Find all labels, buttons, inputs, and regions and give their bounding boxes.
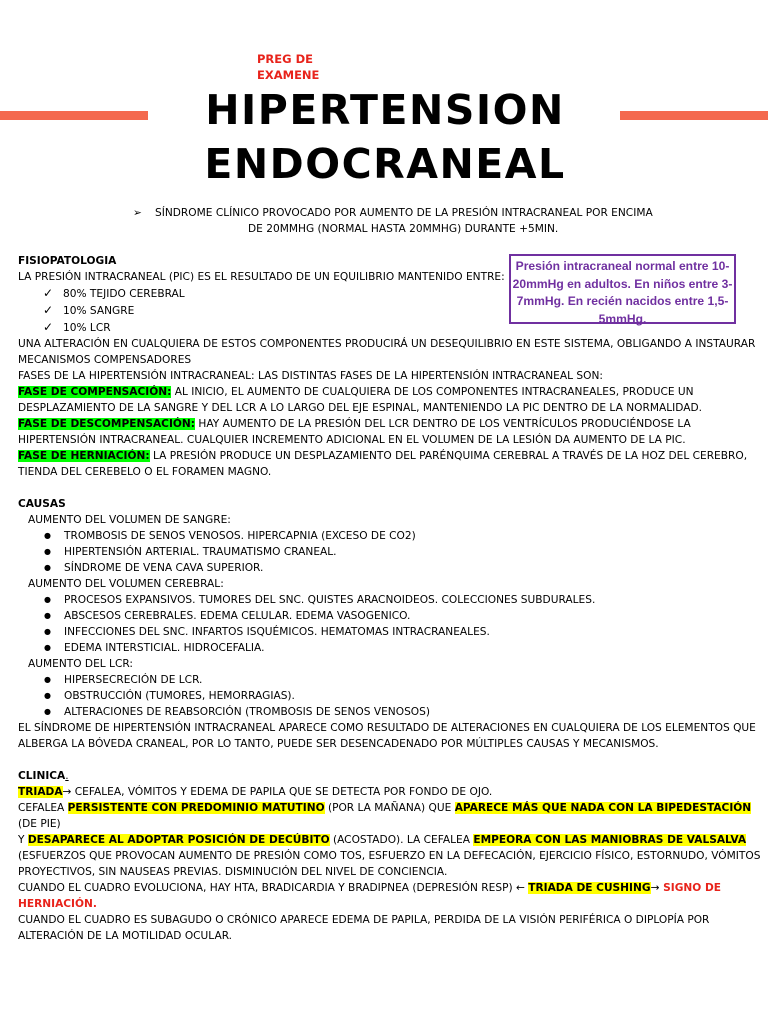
- phase-compensacion: FASE DE COMPENSACIÓN: AL INICIO, EL AUMENTO DE CUALQUIERA DE LOS COMPONENTES INTRACRANEALES, PRODUCE UN DESPLAZAMIENTO DE LA SANGRE Y DEL LCR A LO LARGO DEL EJE ESPINAL, MANTENIENDO LA PIC DENTRO DE LA NORMALIDAD.: [18, 386, 702, 414]
- accent-bar-left: [0, 111, 148, 120]
- component-item: ✓ 80% TEJIDO CEREBRAL: [43, 286, 185, 300]
- phase-herniacion: FASE DE HERNIACIÓN: LA PRESIÓN PRODUCE UN DESPLAZAMIENTO DEL PARÉNQUIMA CEREBRAL A TRAVÉS DE LA HOZ DEL CEREBRO, TIENDA DEL CEREBELO O EL FORAMEN MAGNO.: [18, 450, 748, 478]
- arrow-right-icon: →: [650, 882, 660, 894]
- list-item: ● TROMBOSIS DE SENOS VENOSOS. HIPERCAPNIA (EXCESO DE CO2): [44, 530, 416, 542]
- checkmark-icon: ✓: [43, 286, 54, 300]
- intro-definition: [40, 205, 720, 237]
- phase-label: FASE DE HERNIACIÓN:: [18, 450, 150, 462]
- exam-label: PREG DE EXAMENE: [257, 52, 320, 82]
- heading-fisiopatologia: FISIOPATOLOGIA: [18, 255, 117, 267]
- list-item: ● SÍNDROME DE VENA CAVA SUPERIOR.: [44, 562, 264, 574]
- document-body: [18, 253, 763, 944]
- causas-lcr-title: AUMENTO DEL LCR:: [28, 658, 133, 670]
- list-item: ● HIPERSECRECIÓN DE LCR.: [44, 674, 203, 686]
- bullet-icon: ●: [44, 675, 51, 684]
- phase-label: FASE DE COMPENSACIÓN:: [18, 386, 172, 398]
- phase-descompensacion: FASE DE DESCOMPENSACIÓN: HAY AUMENTO DE LA PRESIÓN DEL LCR DENTRO DE LOS VENTRÍCULOS PRODUCIÉNDOSE LA HIPERTENSIÓN INTRACRANEAL. CUALQUIER INCREMENTO ADICIONAL EN EL VOLUMEN DE LA LESIÓN DA AUMENTO DE LA PIC.: [18, 418, 691, 446]
- clinica-cefalea-2: Y DESAPARECE AL ADOPTAR POSICIÓN DE DECÚBITO (ACOSTADO). LA CEFALEA EMPEORA CON LAS MANIOBRAS DE VALSALVA: [18, 834, 747, 846]
- fisio-lead: LA PRESIÓN INTRACRANEAL (PIC) ES EL RESULTADO DE UN EQUILIBRIO MANTENIDO ENTRE:: [18, 271, 505, 283]
- page-title-line1: HIPERTENSION: [205, 86, 565, 134]
- heading-causas: CAUSAS: [18, 498, 66, 510]
- component-item: ✓ 10% LCR: [43, 320, 111, 334]
- bullet-icon: ●: [44, 531, 51, 540]
- list-item: ● INFECCIONES DEL SNC. INFARTOS ISQUÉMICOS. HEMATOMAS INTRACRANEALES.: [44, 626, 490, 638]
- bullet-icon: ●: [44, 595, 51, 604]
- arrow-left-icon: ←: [515, 882, 525, 894]
- bullet-icon: ●: [44, 563, 51, 572]
- bullet-icon: ●: [44, 707, 51, 716]
- phase-label: FASE DE DESCOMPENSACIÓN:: [18, 418, 195, 430]
- fisio-alteration: UNA ALTERACIÓN EN CUALQUIERA DE ESTOS COMPONENTES PRODUCIRÁ UN DESEQUILIBRIO EN ESTE SISTEMA, OBLIGANDO A INSTAURAR MECANISMOS COMPENSADORES: [18, 338, 756, 366]
- causas-summary: EL SÍNDROME DE HIPERTENSIÓN INTRACRANEAL APARECE COMO RESULTADO DE ALTERACIONES EN CUALQUIERA DE LOS ELEMENTOS QUE ALBERGA LA BÓVEDA CRANEAL, POR LO TANTO, PUEDE SER DESENCADENADO POR MÚLTIPLES CAUSAS Y MECANISMOS.: [18, 722, 756, 750]
- arrow-bullet-icon: ➢: [133, 207, 142, 219]
- heading-clinica: CLINICA.: [18, 770, 69, 782]
- causas-sangre-title: AUMENTO DEL VOLUMEN DE SANGRE:: [28, 514, 231, 526]
- list-item: ● ABSCESOS CEREBRALES. EDEMA CELULAR. EDEMA VASOGENICO.: [44, 610, 411, 622]
- phases-intro: FASES DE LA HIPERTENSIÓN INTRACRANEAL: LAS DISTINTAS FASES DE LA HIPERTENSIÓN INTRACRANEAL SON:: [18, 370, 603, 382]
- list-item: ● ALTERACIONES DE REABSORCIÓN (TROMBOSIS DE SENOS VENOSOS): [44, 706, 430, 718]
- normal-pressure-note: Presión intracraneal normal entre 10-20mmHg en adultos. En niños entre 3-7mmHg. En recién nacidos entre 1,5-5mmHg.: [509, 254, 736, 324]
- bullet-icon: ●: [44, 643, 51, 652]
- clinica-cefalea-1: CEFALEA PERSISTENTE CON PREDOMINIO MATUTINO (POR LA MAÑANA) QUE APARECE MÁS QUE NADA CON LA BIPEDESTACIÓN (DE PIE): [18, 802, 752, 830]
- causas-cerebral-title: AUMENTO DEL VOLUMEN CEREBRAL:: [28, 578, 224, 590]
- checkmark-icon: ✓: [43, 303, 54, 317]
- list-item: ● PROCESOS EXPANSIVOS. TUMORES DEL SNC. QUISTES ARACNOIDEOS. COLECCIONES SUBDURALES.: [44, 594, 596, 606]
- intro-line1: SÍNDROME CLÍNICO PROVOCADO POR AUMENTO DE LA PRESIÓN INTRACRANEAL POR ENCIMA: [155, 207, 653, 219]
- clinica-triada: TRIADA→ CEFALEA, VÓMITOS Y EDEMA DE PAPILA QUE SE DETECTA POR FONDO DE OJO.: [18, 786, 493, 798]
- bullet-icon: ●: [44, 611, 51, 620]
- accent-bar-right: [620, 111, 768, 120]
- clinica-cushing: CUANDO EL CUADRO EVOLUCIONA, HAY HTA, BRADICARDIA Y BRADIPNEA (DEPRESIÓN RESP) ← TRIADA DE CUSHING→ SIGNO DE HERNIACIÓN.: [18, 882, 721, 910]
- clinica-subagudo: CUANDO EL CUADRO ES SUBAGUDO O CRÓNICO APARECE EDEMA DE PAPILA, PERDIDA DE LA VISIÓN PERIFÉRICA O DIPLOPÍA POR ALTERACIÓN DE LA MOTILIDAD OCULAR.: [18, 914, 710, 942]
- list-item: ● OBSTRUCCIÓN (TUMORES, HEMORRAGIAS).: [44, 690, 295, 702]
- list-item: ● HIPERTENSIÓN ARTERIAL. TRAUMATISMO CRANEAL.: [44, 546, 337, 558]
- bullet-icon: ●: [44, 691, 51, 700]
- page-title-line2: ENDOCRANEAL: [204, 140, 566, 188]
- clinica-esfuerzos: (ESFUERZOS QUE PROVOCAN AUMENTO DE PRESIÓN COMO TOS, ESFUERZO EN LA DEFECACIÓN, EJERCICIO FÍSICO, ESTORNUDO, VÓMITOS PROYECTIVOS, SIN NAUSEAS PREVIAS. DISMINUCIÓN DEL NIVEL DE CONCIENCIA.: [18, 850, 761, 878]
- component-item: ✓ 10% SANGRE: [43, 303, 135, 317]
- bullet-icon: ●: [44, 627, 51, 636]
- arrow-right-icon: →: [62, 786, 72, 798]
- list-item: ● EDEMA INTERSTICIAL. HIDROCEFALIA.: [44, 642, 265, 654]
- checkmark-icon: ✓: [43, 320, 54, 334]
- bullet-icon: ●: [44, 547, 51, 556]
- intro-line2: DE 20MMHG (NORMAL HASTA 20MMHG) DURANTE +5MIN.: [248, 223, 559, 235]
